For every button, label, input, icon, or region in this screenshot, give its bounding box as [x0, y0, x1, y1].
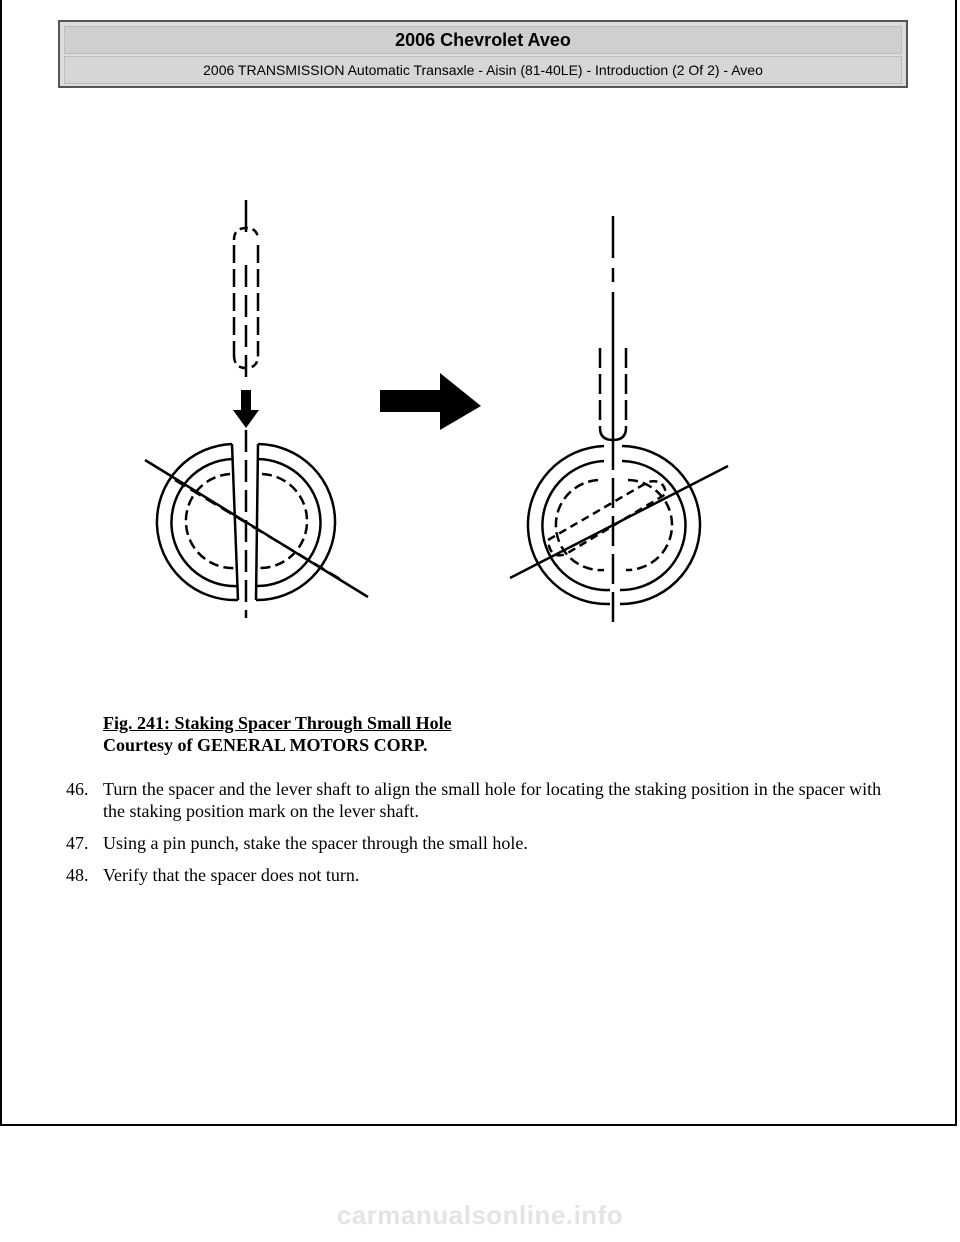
header-subtitle: 2006 TRANSMISSION Automatic Transaxle - Aisin (81-40LE) - Introduction (2 Of 2) - Aveo [64, 56, 902, 84]
figure-courtesy: Courtesy of GENERAL MOTORS CORP. [103, 735, 428, 755]
step-number: 47. [66, 833, 89, 853]
left-pin-punch [234, 200, 258, 378]
step-number: 48. [66, 865, 89, 885]
step-number: 46. [66, 779, 89, 799]
document-header [58, 20, 908, 88]
down-arrow [233, 390, 259, 428]
list-item [66, 778, 896, 822]
list-item [66, 864, 896, 886]
header-title: 2006 Chevrolet Aveo [64, 26, 902, 54]
step-text: Verify that the spacer does not turn. [103, 865, 360, 885]
list-item [66, 832, 896, 854]
step-text: Using a pin punch, stake the spacer through the small hole. [103, 833, 528, 853]
staking-spacer-illustration [0, 190, 960, 640]
watermark: carmanualsonline.info [336, 1200, 624, 1230]
right-pin-punch [600, 216, 626, 440]
left-spacer [145, 430, 368, 618]
right-arrow [380, 373, 481, 430]
figure-title: Fig. 241: Staking Spacer Through Small Hole [103, 713, 452, 733]
procedure-steps [66, 778, 896, 896]
step-text: Turn the spacer and the lever shaft to align the small hole for locating the staking position in the spacer with the staking position mark on the lever shaft. [103, 779, 882, 821]
figure-caption [103, 712, 452, 756]
right-spacer [510, 440, 728, 628]
